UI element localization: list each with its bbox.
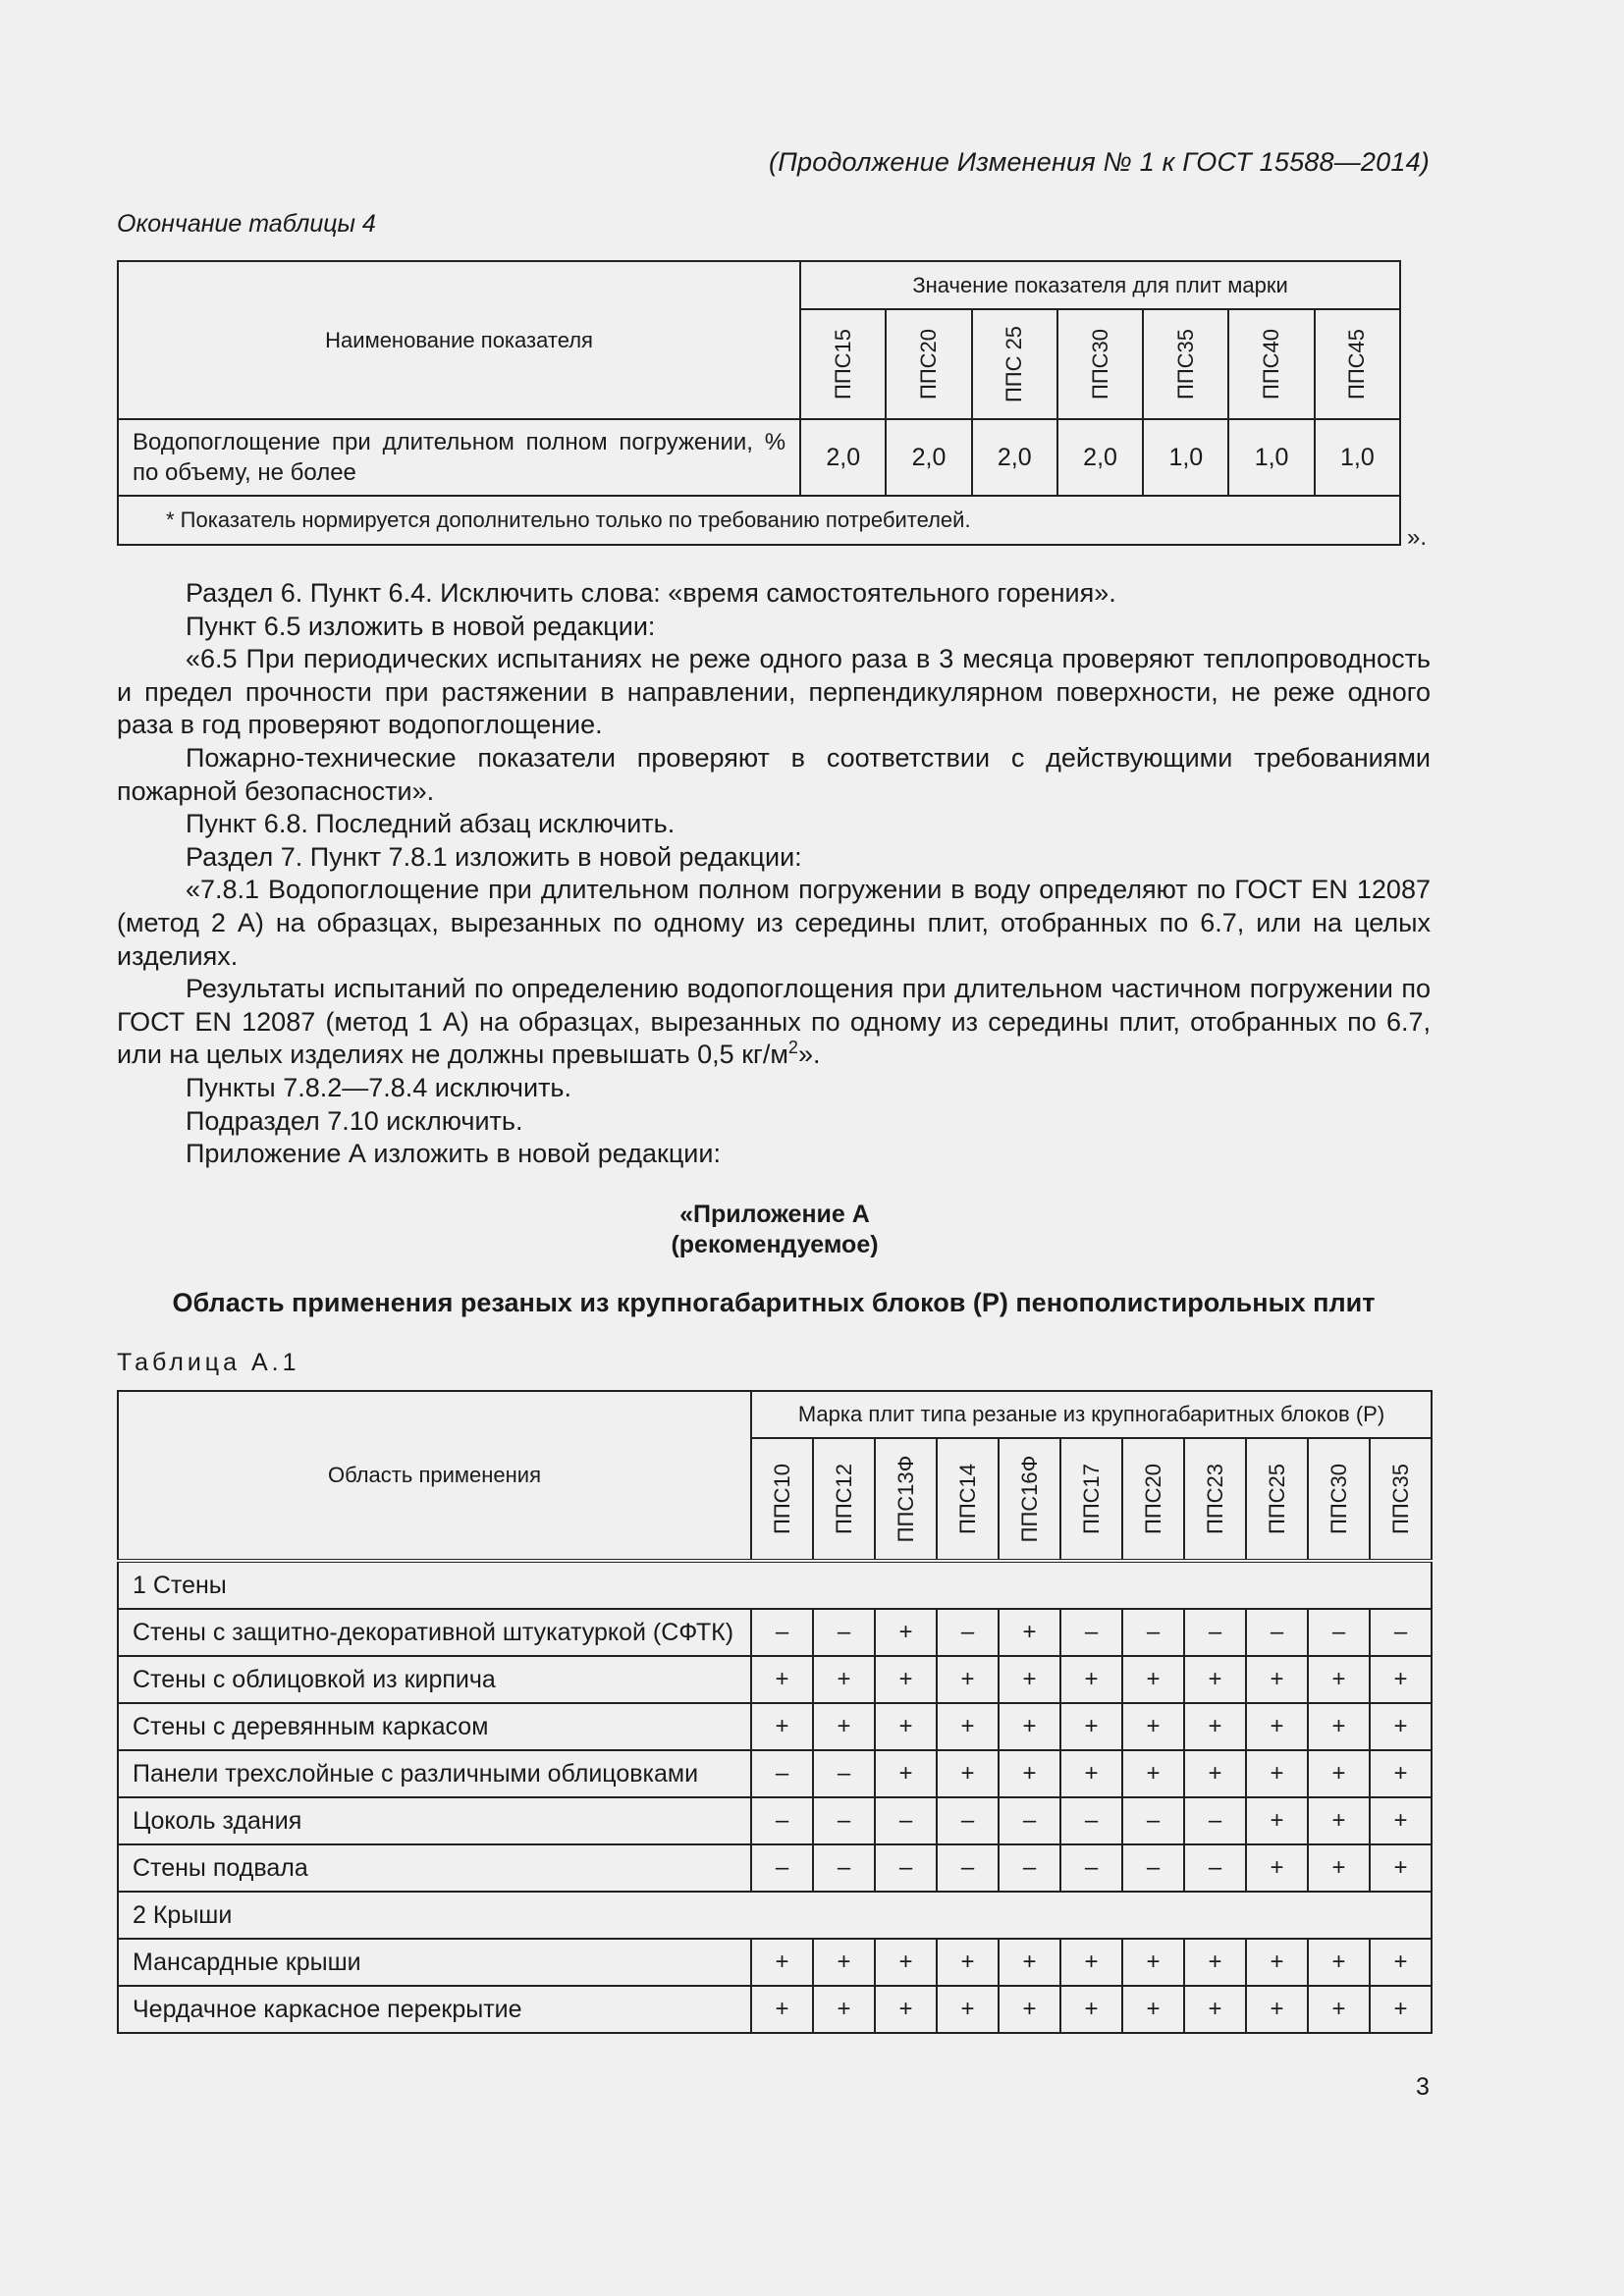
table-row: [118, 1656, 1432, 1703]
tableA1-row-label: Стены с деревянным каркасом: [118, 1703, 751, 1750]
tableA1-cell: +: [1122, 1703, 1184, 1750]
appendix-title: «Приложение А: [679, 1201, 870, 1228]
table-row: [118, 1703, 1432, 1750]
tableA1-cell: –: [999, 1797, 1060, 1844]
tableA1-cell: +: [999, 1939, 1060, 1986]
appendix-heading: Область применения резаных из крупногабаритных блоков (Р) пенополистирольных плит: [172, 1288, 1376, 1317]
table4-closing-quote: ».: [1407, 524, 1428, 551]
tableA1-cell: –: [751, 1609, 813, 1656]
tableA1-cell: +: [999, 1703, 1060, 1750]
tableA1-cell: –: [1246, 1609, 1308, 1656]
tableA1-cell: +: [1370, 1939, 1432, 1986]
tableA1-cell: –: [937, 1844, 999, 1892]
tableA1-cell: +: [875, 1609, 937, 1656]
tableA1-cell: +: [1246, 1939, 1308, 1986]
tableA1-cell: +: [1246, 1844, 1308, 1892]
tableA1-cell: –: [875, 1844, 937, 1892]
tableA1-cell: +: [1370, 1797, 1432, 1844]
tableA1-cell: +: [1308, 1703, 1370, 1750]
tableA1-mark-header: [1308, 1438, 1370, 1561]
tableA1-section-label: 1 Стены: [118, 1561, 1432, 1609]
paragraph: «6.5 При периодических испытаниях не реже одного раза в 3 месяца проверяют теплопроводность и предел прочности при растяжении в направлении, перпендикулярном поверхности, не реже одного раза в год проверяют водопоглощение.: [117, 644, 1431, 740]
paragraph: Пункты 7.8.2—7.8.4 исключить.: [186, 1072, 572, 1102]
tableA1-cell: +: [1060, 1656, 1122, 1703]
tableA1-mark-header: [1122, 1438, 1184, 1561]
document-header: (Продолжение Изменения № 1 к ГОСТ 15588—2014): [769, 147, 1430, 177]
table4-mark-header: [1315, 309, 1400, 419]
tableA1-cell: +: [875, 1939, 937, 1986]
tableA1-mark-header: [1184, 1438, 1246, 1561]
tableA1-mark-label: ППС20: [1140, 1464, 1165, 1534]
table4-footnote: * Показатель нормируется дополнительно только по требованию потребителей.: [118, 496, 1400, 545]
tableA1-mark-label: ППС16Ф: [1016, 1455, 1042, 1543]
table4-mark-header: [800, 309, 886, 419]
table4-mark-label: ППС40: [1259, 329, 1284, 400]
tableA1-cell: +: [1370, 1750, 1432, 1797]
table-row: [118, 1797, 1432, 1844]
tableA1-cell: +: [1184, 1939, 1246, 1986]
tableA1-cell: +: [1184, 1986, 1246, 2033]
tableA1-group-header: Марка плит типа резаные из крупногабаритных блоков (Р): [751, 1391, 1432, 1438]
tableA1-mark-header: [813, 1438, 875, 1561]
tableA1-cell: +: [1246, 1656, 1308, 1703]
table4-mark-header: [1143, 309, 1228, 419]
tableA1-cell: +: [1122, 1750, 1184, 1797]
table4-value-cell: 1,0: [1143, 419, 1228, 496]
tableA1-cell: +: [1060, 1750, 1122, 1797]
tableA1-cell: +: [1370, 1986, 1432, 2033]
tableA1-mark-label: ППС25: [1264, 1464, 1289, 1534]
tableA1-cell: +: [999, 1750, 1060, 1797]
table-row: [118, 1939, 1432, 1986]
table4-name-header: Наименование показателя: [118, 261, 800, 419]
tableA1-cell: +: [1184, 1703, 1246, 1750]
tableA1-row-label: Чердачное каркасное перекрытие: [118, 1986, 751, 2033]
tableA1-cell: +: [1308, 1656, 1370, 1703]
superscript: 2: [787, 1038, 798, 1058]
tableA1-cell: +: [937, 1656, 999, 1703]
paragraph: Пожарно-технические показатели проверяют в соответствии с действующими требованиями пожарной безопасности».: [117, 742, 1431, 806]
appendix-subtitle: (рекомендуемое): [671, 1231, 879, 1258]
table4-value-cell: 2,0: [1057, 419, 1143, 496]
table4-caption: Окончание таблицы 4: [117, 210, 376, 238]
paragraph: [117, 973, 1431, 1072]
tableA1-cell: +: [751, 1656, 813, 1703]
tableA1-cell: +: [1370, 1703, 1432, 1750]
tableA1-cell: –: [1060, 1844, 1122, 1892]
tableA1-cell: +: [1308, 1986, 1370, 2033]
table4-mark-label: ППС35: [1172, 329, 1198, 400]
tableA1-mark-header: [751, 1438, 813, 1561]
tableA1-cell: –: [813, 1750, 875, 1797]
page-number: 3: [1416, 2073, 1430, 2101]
tableA1-cell: +: [999, 1986, 1060, 2033]
tableA1-cell: –: [999, 1844, 1060, 1892]
tableA1-cell: +: [1246, 1986, 1308, 2033]
tableA1-cell: +: [999, 1656, 1060, 1703]
tableA1-cell: –: [1184, 1609, 1246, 1656]
tableA1-cell: +: [1308, 1844, 1370, 1892]
tableA1-mark-label: ППС35: [1387, 1464, 1413, 1534]
tableA1-row-label: Цоколь здания: [118, 1797, 751, 1844]
tableA1-mark-label: ППС12: [831, 1464, 856, 1534]
body-text: [117, 577, 1431, 1171]
tableA1-cell: +: [1370, 1656, 1432, 1703]
tableA1-cell: +: [1122, 1939, 1184, 1986]
table4-value-cell: 2,0: [800, 419, 886, 496]
tableA1-mark-header: [937, 1438, 999, 1561]
table-row: [118, 1986, 1432, 2033]
tableA1-cell: –: [751, 1844, 813, 1892]
paragraph: «7.8.1 Водопоглощение при длительном полном погружении в воду определяют по ГОСТ EN 12087 (метод 2 А) на образцах, вырезанных по одному из середины плит, отобранных по 6.7, или на целых изделиях.: [117, 875, 1431, 971]
tableA1-cell: +: [1246, 1750, 1308, 1797]
tableA1-cell: –: [1122, 1844, 1184, 1892]
tableA1-cell: –: [813, 1797, 875, 1844]
paragraph: Подраздел 7.10 исключить.: [186, 1105, 523, 1136]
tableA1-cell: +: [1060, 1703, 1122, 1750]
table-row: [118, 1844, 1432, 1892]
table4-mark-header: [1228, 309, 1314, 419]
tableA1-mark-label: ППС10: [769, 1464, 794, 1534]
table-4: [117, 260, 1401, 546]
tableA1-cell: +: [1060, 1986, 1122, 2033]
tableA1-mark-header: [1246, 1438, 1308, 1561]
tableA1-cell: +: [1060, 1939, 1122, 1986]
tableA1-mark-header: [999, 1438, 1060, 1561]
tableA1-row-label: Стены подвала: [118, 1844, 751, 1892]
tableA1-cell: –: [1370, 1609, 1432, 1656]
tableA1-cell: –: [1060, 1797, 1122, 1844]
tableA1-cell: –: [751, 1797, 813, 1844]
table4-group-header: Значение показателя для плит марки: [800, 261, 1400, 309]
tableA1-mark-label: ППС30: [1326, 1464, 1351, 1534]
tableA1-cell: –: [1184, 1844, 1246, 1892]
tableA1-name-header: Область применения: [118, 1391, 751, 1561]
table4-mark-header: [972, 309, 1057, 419]
tableA1-cell: –: [1122, 1797, 1184, 1844]
paragraph: Пункт 6.5 изложить в новой редакции:: [186, 611, 656, 641]
table-row: [118, 1609, 1432, 1656]
tableA1-row-label: Панели трехслойные с различными облицовками: [118, 1750, 751, 1797]
tableA1-cell: +: [875, 1986, 937, 2033]
tableA1-caption: Таблица А.1: [117, 1349, 300, 1376]
paragraph: Приложение А изложить в новой редакции:: [186, 1139, 721, 1169]
tableA1-cell: +: [1308, 1939, 1370, 1986]
tableA1-cell: +: [937, 1986, 999, 2033]
tableA1-cell: +: [1370, 1844, 1432, 1892]
tableA1-mark-label: ППС23: [1202, 1464, 1227, 1534]
paragraph: Раздел 7. Пункт 7.8.1 изложить в новой редакции:: [186, 841, 802, 872]
tableA1-section-label: 2 Крыши: [118, 1892, 1432, 1939]
table4-mark-label: ППС15: [830, 329, 855, 400]
table4-mark-header: [886, 309, 971, 419]
tableA1-cell: +: [1308, 1750, 1370, 1797]
tableA1-cell: –: [813, 1844, 875, 1892]
tableA1-row-label: Стены с облицовкой из кирпича: [118, 1656, 751, 1703]
table4-value-cell: 1,0: [1228, 419, 1314, 496]
table4-mark-label: ППС30: [1087, 329, 1112, 400]
tableA1-mark-header: [875, 1438, 937, 1561]
tableA1-mark-label: ППС13Ф: [893, 1455, 918, 1543]
tableA1-cell: –: [1308, 1609, 1370, 1656]
table4-mark-header: [1057, 309, 1143, 419]
tableA1-mark-label: ППС14: [954, 1464, 980, 1534]
paragraph: Пункт 6.8. Последний абзац исключить.: [186, 809, 676, 839]
table4-row-label: Водопоглощение при длительном полном погружении, % по объему, не более: [118, 419, 800, 496]
table4-mark-label: ППС20: [916, 329, 942, 400]
tableA1-cell: +: [1184, 1750, 1246, 1797]
tableA1-cell: +: [1246, 1797, 1308, 1844]
tableA1-cell: +: [1246, 1703, 1308, 1750]
tableA1-cell: –: [937, 1609, 999, 1656]
tableA1-cell: –: [1060, 1609, 1122, 1656]
table-row: [118, 1561, 1432, 1609]
tableA1-cell: +: [937, 1750, 999, 1797]
table4-mark-label: ППС45: [1344, 329, 1370, 400]
table-a1: [117, 1390, 1433, 2034]
tableA1-cell: +: [875, 1656, 937, 1703]
table-row: [118, 1750, 1432, 1797]
paragraph: Раздел 6. Пункт 6.4. Исключить слова: «время самостоятельного горения».: [186, 578, 1116, 608]
tableA1-row-label: Мансардные крыши: [118, 1939, 751, 1986]
table4-value-cell: 1,0: [1315, 419, 1400, 496]
tableA1-cell: –: [1184, 1797, 1246, 1844]
tableA1-cell: +: [813, 1656, 875, 1703]
tableA1-cell: +: [751, 1986, 813, 2033]
table4-value-cell: 2,0: [972, 419, 1057, 496]
tableA1-cell: +: [1184, 1656, 1246, 1703]
tableA1-cell: +: [875, 1703, 937, 1750]
table-row: [118, 1892, 1432, 1939]
tableA1-cell: +: [999, 1609, 1060, 1656]
table4-mark-label: ППС 25: [1001, 325, 1027, 403]
table4-value-cell: 2,0: [886, 419, 971, 496]
tableA1-cell: –: [1122, 1609, 1184, 1656]
tableA1-row-label: Стены с защитно-декоративной штукатуркой (СФТК): [118, 1609, 751, 1656]
tableA1-cell: –: [937, 1797, 999, 1844]
tableA1-mark-header: [1060, 1438, 1122, 1561]
tableA1-cell: –: [751, 1750, 813, 1797]
tableA1-cell: +: [937, 1703, 999, 1750]
tableA1-cell: +: [1122, 1656, 1184, 1703]
tableA1-cell: +: [875, 1750, 937, 1797]
tableA1-cell: +: [1122, 1986, 1184, 2033]
tableA1-cell: +: [813, 1939, 875, 1986]
tableA1-mark-label: ППС17: [1078, 1464, 1104, 1534]
tableA1-cell: –: [813, 1609, 875, 1656]
tableA1-cell: –: [875, 1797, 937, 1844]
tableA1-cell: +: [813, 1703, 875, 1750]
tableA1-cell: +: [1308, 1797, 1370, 1844]
tableA1-cell: +: [813, 1986, 875, 2033]
paragraph-tail: ».: [797, 1040, 821, 1070]
paragraph-text: Результаты испытаний по определению водопоглощения при длительном частичном погружении по ГОСТ EN 12087 (метод 1 А) на образцах, вырезанных по одному из середины плит, отобранных по 6.7, или на целых изделиях не должны превышать 0,5 кг/м: [117, 974, 1431, 1070]
tableA1-mark-header: [1370, 1438, 1432, 1561]
tableA1-cell: +: [751, 1703, 813, 1750]
tableA1-cell: +: [937, 1939, 999, 1986]
appendix-title-block: [0, 1200, 1549, 1260]
tableA1-cell: +: [751, 1939, 813, 1986]
